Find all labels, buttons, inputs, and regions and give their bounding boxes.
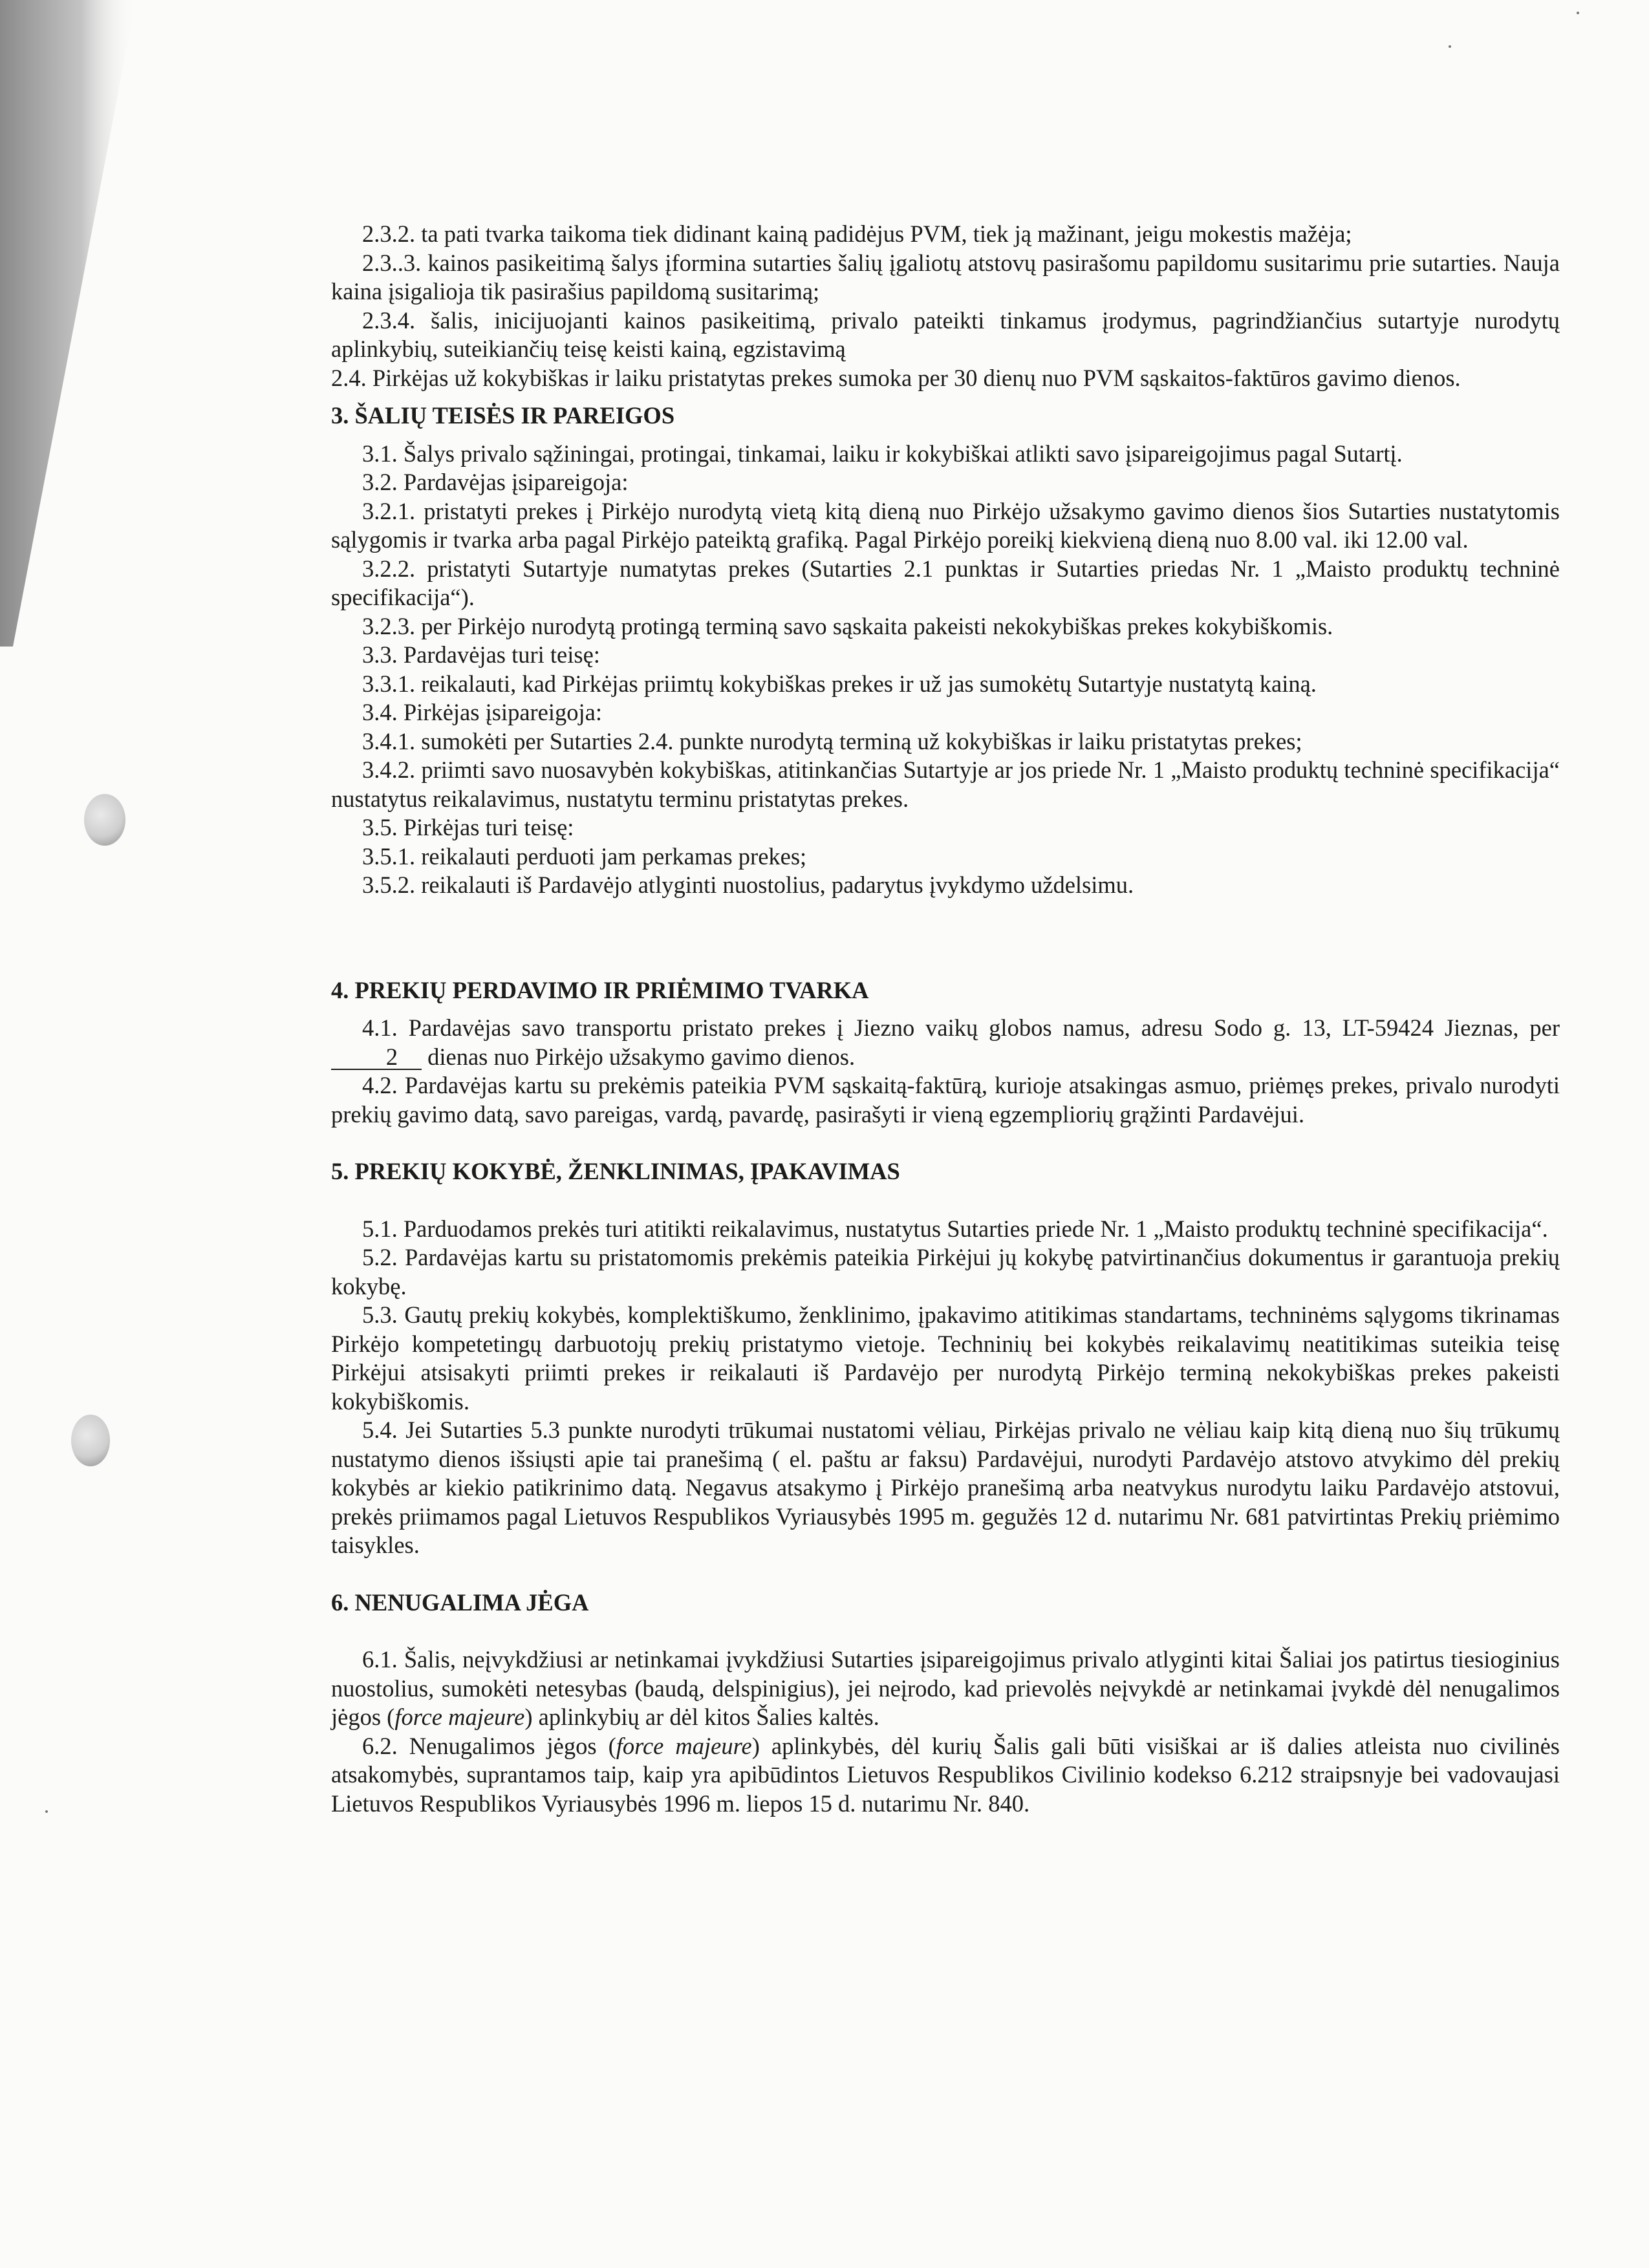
clause-paragraph: 3.3.1. reikalauti, kad Pirkėjas priimtų kokybiškas prekes ir už jas sumokėtų Sutartyje nustatytą kainą. xyxy=(362,670,1317,697)
clause-paragraph: 2.3..3. kainos pasikeitimą šalys įformina sutarties šalių įgaliotų atstovų pasirašomu papildomu susitarimu prie sutarties. Nauja kaina įsigalioja tik pasirašius papildomą susitarimą; xyxy=(331,249,1560,305)
clause-paragraph: 3.3. Pardavėjas turi teisę: xyxy=(362,641,600,668)
clause-6-1-text-a: 6.1. Šalis, neįvykdžiusi ar netinkamai įvykdžiusi Sutarties įsipareigojimus privalo atlyginti kitai Šaliai jos patirtus tiesioginius nuostolius, sumokėti netesybas (baudą, delspinigius), jei neįrodo, kad prievolės neįvykdė ar netinkamai įvykdė dėl nenugalimos jėgos ( xyxy=(331,1646,1560,1730)
section-5-body xyxy=(331,1215,1560,1560)
heading-section-3: 3. ŠALIŲ TEISĖS IR PAREIGOS xyxy=(331,402,675,429)
clause-paragraph: 5.1. Parduodamos prekės turi atitikti reikalavimus, nustatytus Sutarties priede Nr. 1 „Maisto produktų techninė specifikacija“. xyxy=(362,1215,1548,1242)
clause-paragraph: 3.5.1. reikalauti perduoti jam perkamas prekes; xyxy=(362,842,807,870)
delivery-days-field: 2 xyxy=(331,1045,422,1070)
clause-paragraph: 3.2.1. pristatyti prekes į Pirkėjo nurodytą vietą kitą dieną nuo Pirkėjo užsakymo gavimo dienos šios Sutarties nustatytomis sąlygomis ir tvarka arba pagal Pirkėjo pateiktą grafiką. Pagal Pirkėjo poreikį kiekvieną dieną nuo 8.00 val. iki 12.00 val. xyxy=(331,497,1560,553)
heading-section-6: 6. NENUGALIMA JĖGA xyxy=(331,1589,589,1616)
clause-6-1-force-majeure: force majeure xyxy=(394,1704,525,1730)
clause-paragraph: 3.2.2. pristatyti Sutartyje numatytas prekes (Sutarties 2.1 punktas ir Sutarties priedas Nr. 1 „Maisto produktų techninė specifikacija“). xyxy=(331,555,1560,610)
scan-speck xyxy=(1577,12,1579,14)
clause-paragraph: 5.4. Jei Sutarties 5.3 punkte nurodyti trūkumai nustatomi vėliau, Pirkėjas privalo ne vėliau kaip kitą dieną nuo šių trūkumų nustatymo dienos išsiųsti apie tai pranešimą ( el. paštu ar faksu) Pardavėjui, nurodyti Pardavėjo atstovo atvykimo dėl prekių kokybės ar kiekio patikrinimo datą. Negavus atsakymo į Pirkėjo pranešimą arba neatvykus nurodytu laiku Pardavėjo atstovui, prekės priimamos pagal Lietuvos Respublikos Vyriausybės 1995 m. gegužės 12 d. nutarimu Nr. 681 patvirtintas Prekių priėmimo taisykles. xyxy=(331,1417,1560,1558)
clause-6-2-text-a: 6.2. Nenugalimos jėgos ( xyxy=(362,1732,616,1759)
scan-speck xyxy=(45,1810,48,1813)
clause-paragraph: 5.3. Gautų prekių kokybės, komplektiškumo, ženklinimo, įpakavimo atitikimas standartams, techninėms sąlygoms tikrinamas Pirkėjo kompetetingų darbuotojų prekių pristatymo vietoje. Techninių bei kokybės reikalavimų neatitikimas suteikia teisę Pirkėjui atsisakyti priimti prekes ir reikalauti iš Pardavėjo per nurodytą Pirkėjo terminą nekokybiškas prekes pakeisti kokybiškomis. xyxy=(331,1301,1560,1415)
heading-section-5: 5. PREKIŲ KOKYBĖ, ŽENKLINIMAS, ĮPAKAVIMAS xyxy=(331,1158,900,1184)
clause-6-2 xyxy=(331,1732,1560,1819)
clause-6-2-force-majeure: force majeure xyxy=(616,1732,752,1759)
scanner-edge-shadow xyxy=(0,0,142,647)
clause-paragraph: 3.2. Pardavėjas įsipareigoja: xyxy=(362,469,629,495)
clause-paragraph: 3.4.1. sumokėti per Sutarties 2.4. punkte nurodytą terminą už kokybiškas ir laiku pristatytas prekes; xyxy=(362,727,1302,754)
clause-4-1 xyxy=(331,1014,1560,1071)
heading-section-4: 4. PREKIŲ PERDAVIMO IR PRIĖMIMO TVARKA xyxy=(331,976,869,1003)
section-3-body xyxy=(331,440,1560,900)
punch-hole-top xyxy=(84,794,125,846)
clause-6-1-text-b: ) aplinkybių ar dėl kitos Šalies kaltės. xyxy=(524,1704,879,1730)
clause-paragraph: 3.4.2. priimti savo nuosavybėn kokybiškas, atitinkančias Sutartyje ar jos priede Nr. 1 „Maisto produktų techninė specifikacija“ nustatytus reikalavimus, nustatytu terminu pristatytas prekes. xyxy=(331,756,1560,812)
clause-paragraph: 2.3.2. ta pati tvarka taikoma tiek didinant kainą padidėjus PVM, tiek ją mažinant, jeigu mokestis mažėja; xyxy=(362,220,1352,247)
clause-paragraph: 3.5.2. reikalauti iš Pardavėjo atlyginti nuostolius, padarytus įvykdymo uždelsimu. xyxy=(362,872,1134,898)
scan-speck xyxy=(1449,45,1451,48)
clause-paragraph: 3.1. Šalys privalo sąžiningai, protingai, tinkamai, laiku ir kokybiškai atlikti savo įsipareigojimus pagal Sutartį. xyxy=(362,440,1403,467)
clause-paragraph: 3.4. Pirkėjas įsipareigoja: xyxy=(362,699,603,725)
clause-paragraph: 3.5. Pirkėjas turi teisę: xyxy=(362,814,574,840)
clause-paragraph: 2.3.4. šalis, inicijuojanti kainos pasikeitimą, privalo pateikti tinkamus įrodymus, pagrindžiančius sutartyje nurodytų aplinkybių, suteikiančių teisę keisti kainą, egzistavimą xyxy=(331,306,1560,362)
contract-page xyxy=(331,220,1560,1818)
clause-4-1-text-a: 4.1. Pardavėjas savo transportu pristato prekes į Jiezno vaikų globos namus, adresu Sodo g. 13, LT-59424 Jieznas, per xyxy=(362,1014,1560,1041)
clause-6-1 xyxy=(331,1645,1560,1732)
clause-6-2-text-b: ) aplinkybės, dėl kurių Šalis gali būti visiškai ar iš dalies atleista nuo civilinės atsakomybės, suprantamos taip, kaip yra apibūdintos Lietuvos Respublikos Civilinio kodekso 6.212 straipsnyje bei vadovaujasi Lietuvos Respublikos Vyriausybės 1996 m. liepos 15 d. nutarimu Nr. 840. xyxy=(331,1732,1560,1817)
clause-paragraph: 3.2.3. per Pirkėjo nurodytą protingą terminą savo sąskaita pakeisti nekokybiškas prekes kokybiškomis. xyxy=(362,612,1333,639)
section-2-continuation xyxy=(331,220,1560,392)
punch-hole-bottom xyxy=(71,1415,110,1466)
clause-4-2: 4.2. Pardavėjas kartu su prekėmis pateikia PVM sąskaitą-faktūrą, kurioje atsakingas asmuo, priėmęs prekes, privalo nurodyti prekių gavimo datą, savo pareigas, vardą, pavardę, pasirašyti ir vieną egzempliorių grąžinti Pardavėjui. xyxy=(331,1072,1560,1128)
clause-4-1-text-b: dienas nuo Pirkėjo užsakymo gavimo dienos. xyxy=(427,1043,856,1070)
clause-paragraph: 2.4. Pirkėjas už kokybiškas ir laiku pristatytas prekes sumoka per 30 dienų nuo PVM sąskaitos-faktūros gavimo dienos. xyxy=(331,364,1461,391)
clause-paragraph: 5.2. Pardavėjas kartu su pristatomomis prekėmis pateikia Pirkėjui jų kokybę patvirtinančius dokumentus ir garantuoja prekių kokybę. xyxy=(331,1244,1560,1300)
